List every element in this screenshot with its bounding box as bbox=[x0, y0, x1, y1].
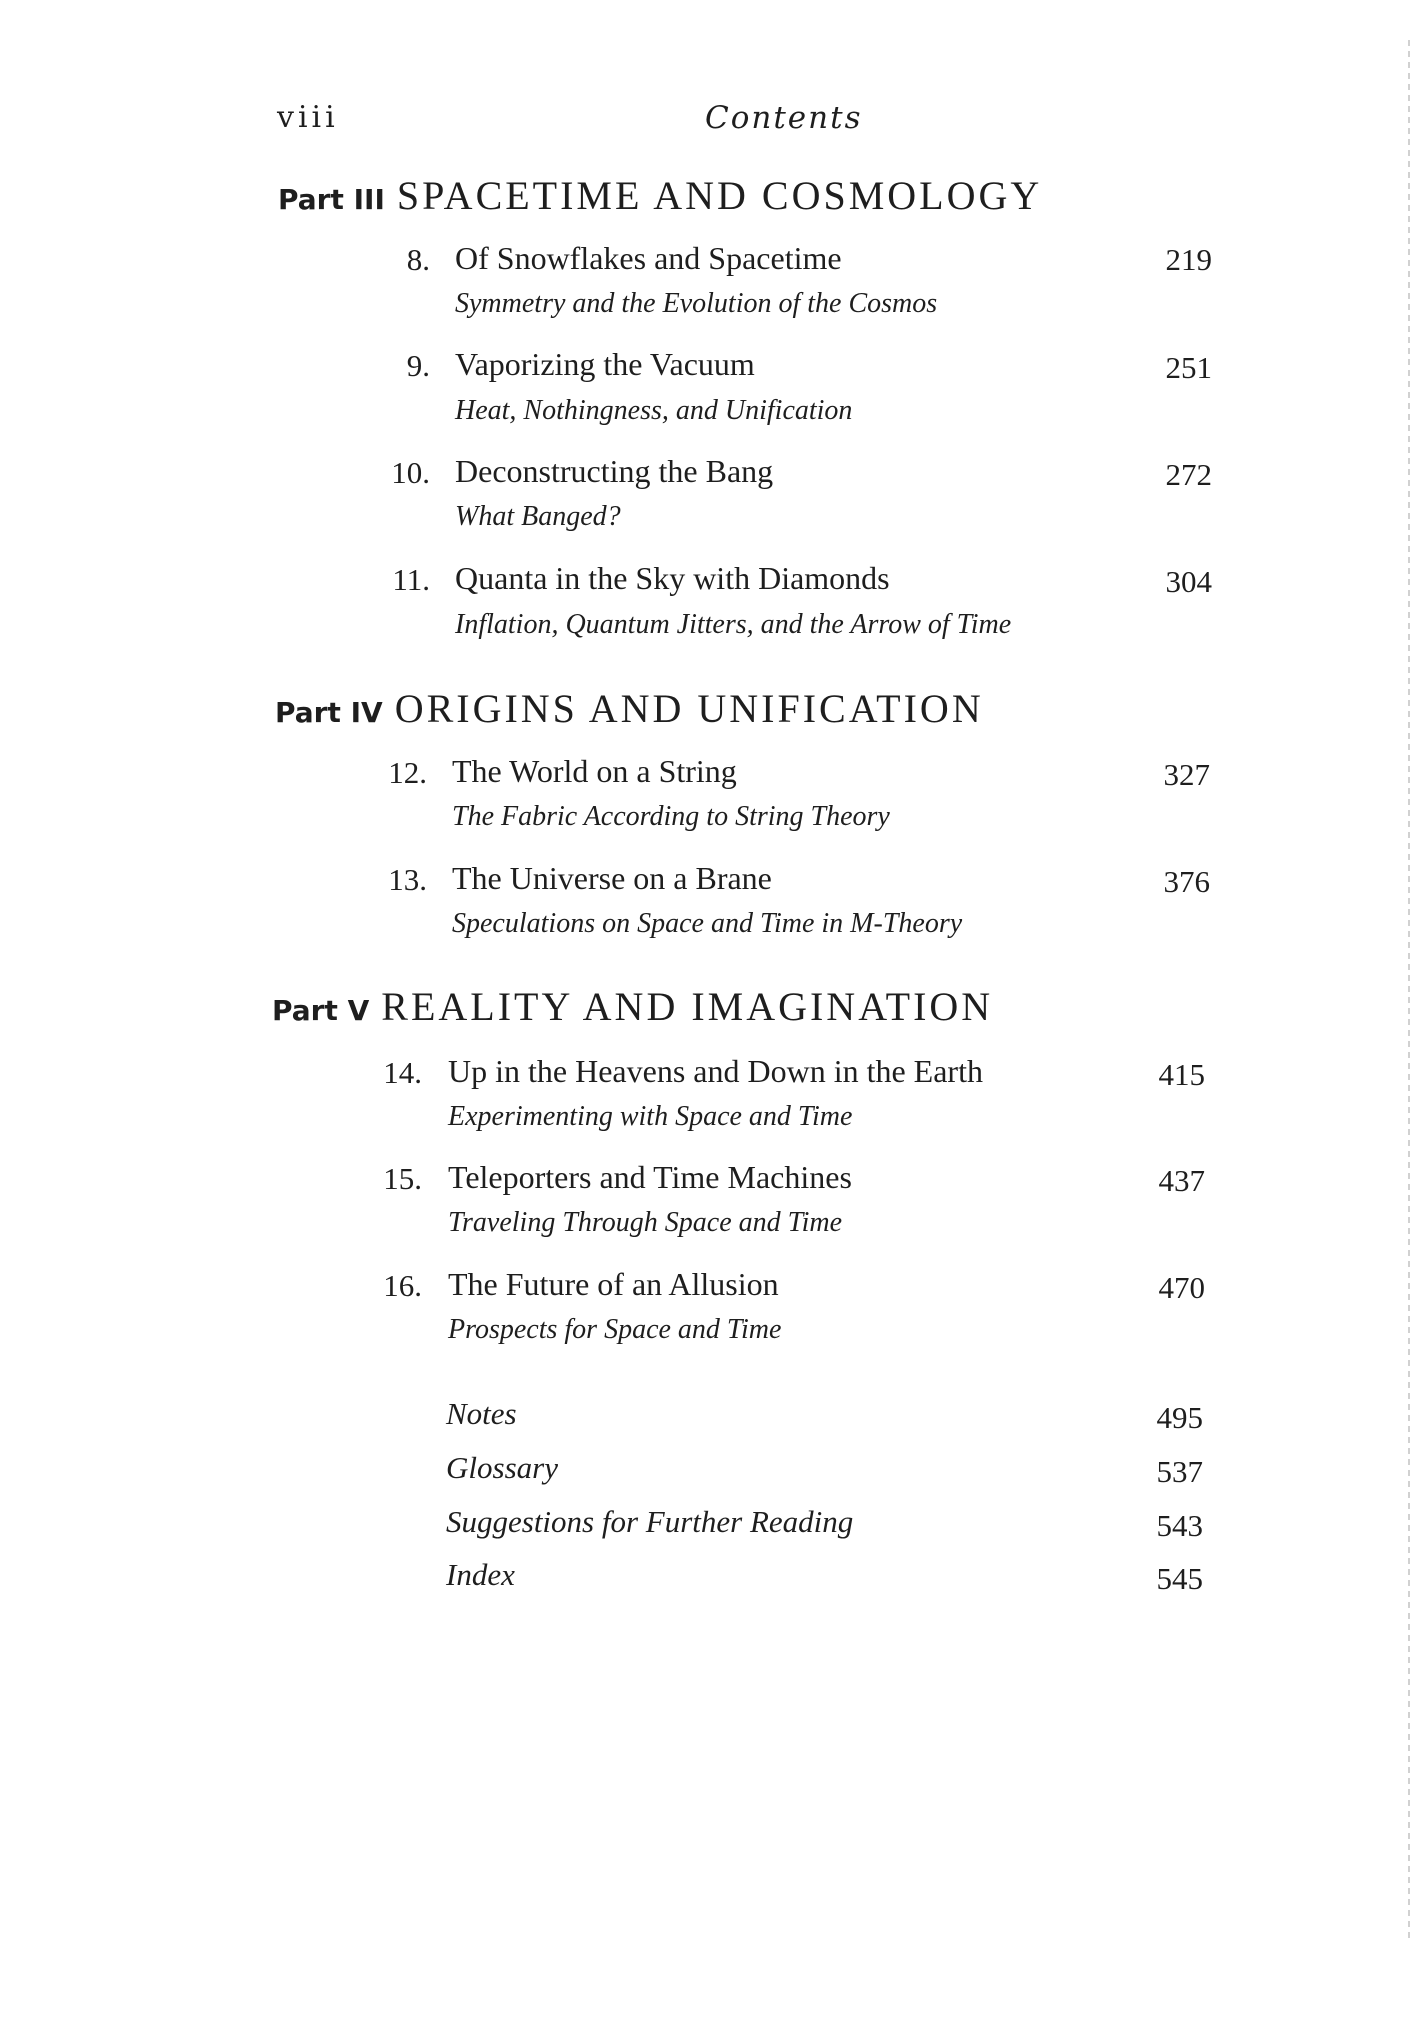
chapter-number: 15. bbox=[383, 1161, 422, 1196]
chapter-subtitle: Inflation, Quantum Jitters, and the Arrow of Time bbox=[455, 609, 1012, 640]
chapter-number: 16. bbox=[383, 1268, 422, 1303]
chapter-number: 12. bbox=[388, 755, 427, 790]
chapter-subtitle: The Fabric According to String Theory bbox=[452, 801, 890, 832]
chapter-page: 470 bbox=[1158, 1270, 1205, 1305]
chapter-number: 11. bbox=[392, 562, 430, 597]
scan-edge bbox=[1408, 40, 1410, 1940]
chapter-subtitle: Speculations on Space and Time in M-Theory bbox=[452, 908, 963, 939]
back-matter-page: 537 bbox=[1156, 1454, 1203, 1489]
part-title: SPACETIME AND COSMOLOGY bbox=[396, 173, 1043, 218]
chapter-subtitle: What Banged? bbox=[455, 501, 621, 532]
chapter-title: The World on a String bbox=[452, 753, 737, 789]
part-heading bbox=[275, 685, 984, 732]
chapter-title: Vaporizing the Vacuum bbox=[455, 346, 755, 382]
running-head: Contents bbox=[705, 100, 863, 136]
chapter-page: 327 bbox=[1163, 757, 1210, 792]
chapter-subtitle: Heat, Nothingness, and Unification bbox=[455, 395, 853, 426]
chapter-page: 437 bbox=[1158, 1163, 1205, 1198]
back-matter-title: Glossary bbox=[446, 1450, 558, 1485]
chapter-number: 8. bbox=[406, 242, 430, 277]
chapter-page: 272 bbox=[1165, 457, 1212, 492]
chapter-subtitle: Traveling Through Space and Time bbox=[448, 1207, 843, 1238]
chapter-number: 13. bbox=[388, 862, 427, 897]
part-label: Part III bbox=[278, 183, 385, 216]
back-matter-title: Index bbox=[446, 1557, 515, 1592]
page-number: viii bbox=[277, 100, 339, 135]
chapter-subtitle: Symmetry and the Evolution of the Cosmos bbox=[455, 288, 938, 319]
part-label: Part V bbox=[272, 994, 370, 1027]
part-heading bbox=[278, 172, 1042, 219]
chapter-page: 304 bbox=[1165, 564, 1212, 599]
chapter-title: The Universe on a Brane bbox=[452, 860, 772, 896]
chapter-page: 415 bbox=[1158, 1057, 1205, 1092]
chapter-subtitle: Experimenting with Space and Time bbox=[448, 1101, 853, 1132]
chapter-number: 10. bbox=[391, 455, 430, 490]
back-matter-title: Notes bbox=[446, 1396, 517, 1431]
chapter-title: Quanta in the Sky with Diamonds bbox=[455, 560, 890, 596]
chapter-subtitle: Prospects for Space and Time bbox=[448, 1314, 782, 1345]
part-heading bbox=[272, 983, 993, 1030]
back-matter-page: 543 bbox=[1156, 1508, 1203, 1543]
part-title: REALITY AND IMAGINATION bbox=[381, 984, 994, 1029]
part-label: Part IV bbox=[275, 696, 383, 729]
chapter-page: 251 bbox=[1165, 350, 1212, 385]
chapter-title: Teleporters and Time Machines bbox=[448, 1159, 852, 1195]
back-matter-page: 545 bbox=[1156, 1561, 1203, 1596]
chapter-number: 9. bbox=[406, 348, 430, 383]
back-matter-title: Suggestions for Further Reading bbox=[446, 1504, 854, 1539]
back-matter-page: 495 bbox=[1156, 1400, 1203, 1435]
chapter-number: 14. bbox=[383, 1055, 422, 1090]
chapter-page: 376 bbox=[1163, 864, 1210, 899]
chapter-title: Of Snowflakes and Spacetime bbox=[455, 240, 842, 276]
chapter-title: Deconstructing the Bang bbox=[455, 453, 774, 489]
chapter-title: The Future of an Allusion bbox=[448, 1266, 779, 1302]
chapter-title: Up in the Heavens and Down in the Earth bbox=[448, 1053, 983, 1089]
chapter-page: 219 bbox=[1165, 242, 1212, 277]
part-title: ORIGINS AND UNIFICATION bbox=[394, 686, 984, 731]
